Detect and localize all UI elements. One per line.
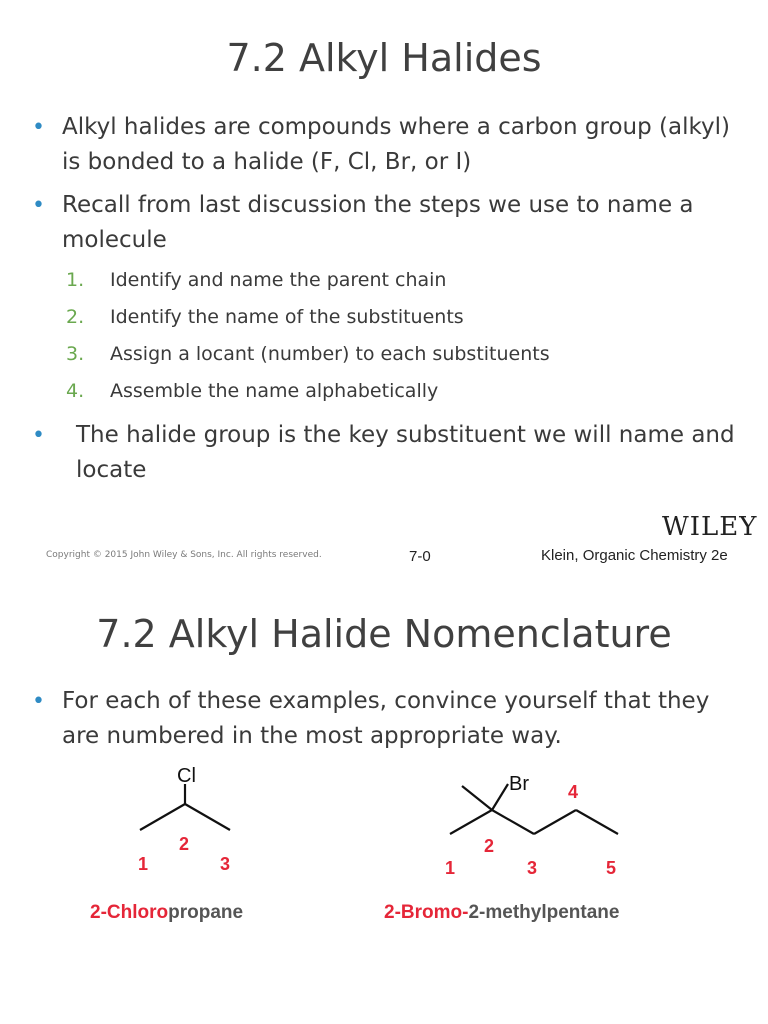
locant-5: 5 [606, 858, 617, 878]
bullet-dot-icon: • [32, 423, 45, 448]
page-number: 7-0 [409, 548, 431, 565]
bromine-atom: Br [509, 773, 529, 795]
locant-4: 4 [568, 782, 579, 802]
bullet-dot-icon: • [32, 689, 45, 714]
naming-steps-list [62, 262, 748, 410]
slide-2-bullets [32, 684, 748, 762]
carbon-skeleton [450, 784, 618, 834]
locant-3: 3 [527, 858, 538, 878]
bromomethylpentane-structure [420, 762, 660, 882]
carbon-skeleton [140, 784, 230, 830]
locant-3: 3 [220, 854, 231, 874]
slide-2-title: 7.2 Alkyl Halide Nomenclature [96, 612, 672, 656]
step-item: 4. Assemble the name alphabetically [66, 380, 439, 402]
slide-2 [0, 576, 768, 1024]
step-item: 1. Identify and name the parent chain [66, 269, 447, 291]
step-item: 2. Identify the name of the substituents [66, 306, 464, 328]
book-credit: Klein, Organic Chemistry 2e [541, 547, 728, 564]
bromomethylpentane-name: 2-Bromo-2-methylpentane [384, 902, 620, 923]
locant-2: 2 [179, 834, 190, 854]
slide-1-bullets [32, 110, 748, 496]
copyright-text: Copyright © 2015 John Wiley & Sons, Inc. All rights reserved. [46, 550, 322, 560]
slide-1-title: 7.2 Alkyl Halides [226, 36, 542, 80]
bullet-item: • Recall from last discussion the steps we use to name a molecule 1. Identify and name the parent chain 2. Identify the name of the substituents 3. Assign a locant (number) to each substituents 4. Assemble the name alphabetically [32, 188, 748, 410]
bullet-dot-icon: • [32, 115, 45, 140]
step-item: 3. Assign a locant (number) to each substituents [66, 343, 550, 365]
locant-2: 2 [484, 836, 495, 856]
chloropropane-name: 2-Chloropropane [90, 902, 244, 923]
wiley-logo: WILEY [662, 512, 758, 542]
bullet-dot-icon: • [32, 193, 45, 218]
chloropropane-structure [90, 762, 310, 882]
locant-1: 1 [445, 858, 456, 878]
bullet-item: • The halide group is the key substituent we will name and locate [32, 418, 748, 488]
bullet-item: • For each of these examples, convince yourself that they are numbered in the most appropriate way. [32, 684, 748, 754]
locant-1: 1 [138, 854, 149, 874]
bullet-item: • Alkyl halides are compounds where a carbon group (alkyl) is bonded to a halide (F, Cl, Br, or I) [32, 110, 748, 180]
chlorine-atom: Cl [177, 765, 196, 787]
